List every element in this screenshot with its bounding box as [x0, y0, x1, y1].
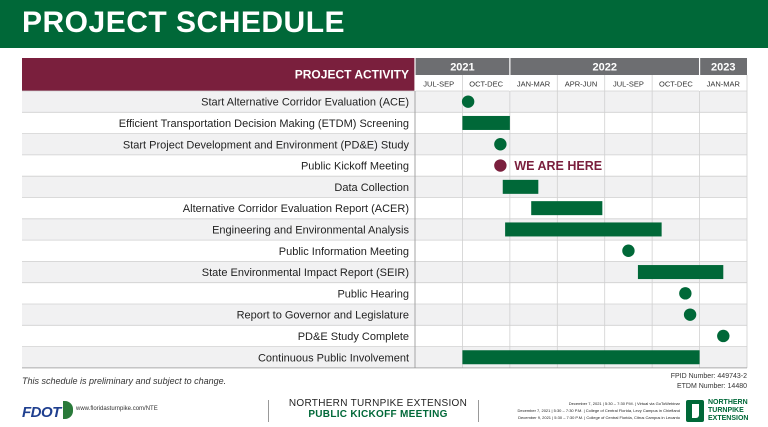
page-title: PROJECT SCHEDULE [22, 6, 346, 39]
event-line: December 7, 2021 | 5:30 – 7:30 P.M. | Virtual via GoToWebinar [568, 401, 680, 406]
activity-label: Report to Governor and Legislature [236, 309, 409, 322]
logo-line: EXTENSION [708, 415, 749, 422]
event-line: December 7, 2021 | 5:30 – 7:30 P.M. | College of Central Florida, Levy Campus in Chiefland [517, 408, 680, 413]
footer-divider [268, 400, 269, 422]
fpid-number: FPID Number: 449743-2 [670, 373, 747, 380]
activity-header-label: PROJECT ACTIVITY [294, 67, 409, 82]
turnpike-logo-text [708, 399, 748, 423]
schedule-bar [503, 180, 539, 194]
quarter-tick-label: JAN-MAR [516, 79, 551, 89]
activity-label: Engineering and Environmental Analysis [212, 224, 409, 237]
etdm-number: ETDM Number: 14480 [676, 383, 747, 390]
event-line: December 9, 2021 | 5:30 – 7:30 P.M. | College of Central Florida, Citrus Campus in Lecanto [518, 415, 680, 420]
quarter-tick-label: JUL-SEP [613, 79, 644, 89]
milestone-marker [494, 138, 506, 150]
activity-label: Start Project Development and Environment (PD&E) Study [122, 139, 409, 152]
schedule-disclaimer: This schedule is preliminary and subject to change. [22, 376, 227, 386]
website-link[interactable]: www.floridasturnpike.com/NTE [76, 406, 158, 412]
we-are-here-annotation: WE ARE HERE [514, 159, 603, 174]
milestone-marker [494, 159, 506, 171]
year-label: 2021 [450, 61, 475, 74]
milestone-marker [622, 245, 634, 257]
activity-label: Alternative Corridor Evaluation Report (ACER) [182, 203, 409, 216]
schedule-bar [638, 265, 723, 279]
turnpike-logo-icon [686, 400, 704, 422]
project-name: NORTHERN TURNPIKE EXTENSION [288, 398, 468, 409]
project-ids [671, 372, 747, 392]
year-label: 2022 [592, 61, 617, 74]
meeting-name: PUBLIC KICKOFF MEETING [308, 409, 448, 420]
schedule-bar [505, 222, 662, 236]
activity-label: Public Information Meeting [278, 245, 409, 258]
quarter-tick-label: JUL-SEP [423, 79, 455, 89]
activity-label: Start Alternative Corridor Evaluation (ACE) [201, 96, 409, 109]
activity-label: State Environmental Impact Report (SEIR) [201, 267, 409, 280]
activity-label: PD&E Study Complete [297, 330, 409, 343]
activity-label: Public Hearing [337, 288, 409, 301]
activity-label: Continuous Public Involvement [257, 352, 409, 365]
schedule-bar [462, 116, 509, 130]
activity-label: Public Kickoff Meeting [300, 160, 409, 173]
activity-label: Efficient Transportation Decision Making (ETDM) Screening [118, 117, 409, 130]
quarter-tick-label: OCT-DEC [658, 79, 693, 89]
year-label: 2023 [711, 61, 736, 74]
schedule-bar [462, 350, 699, 364]
quarter-tick-label: JAN-MAR [706, 79, 740, 89]
fdot-logo: FDOT [22, 404, 61, 421]
logo-line: NORTHERN [708, 399, 748, 406]
activity-label: Data Collection [334, 181, 409, 194]
milestone-marker [684, 308, 696, 320]
schedule-bar [531, 201, 602, 215]
quarter-tick-label: OCT-DEC [469, 79, 504, 89]
logo-line: TURNPIKE [708, 407, 744, 414]
milestone-marker [462, 95, 474, 107]
milestone-marker [717, 330, 729, 342]
milestone-marker [679, 287, 691, 299]
quarter-tick-label: APR-JUN [564, 79, 598, 89]
